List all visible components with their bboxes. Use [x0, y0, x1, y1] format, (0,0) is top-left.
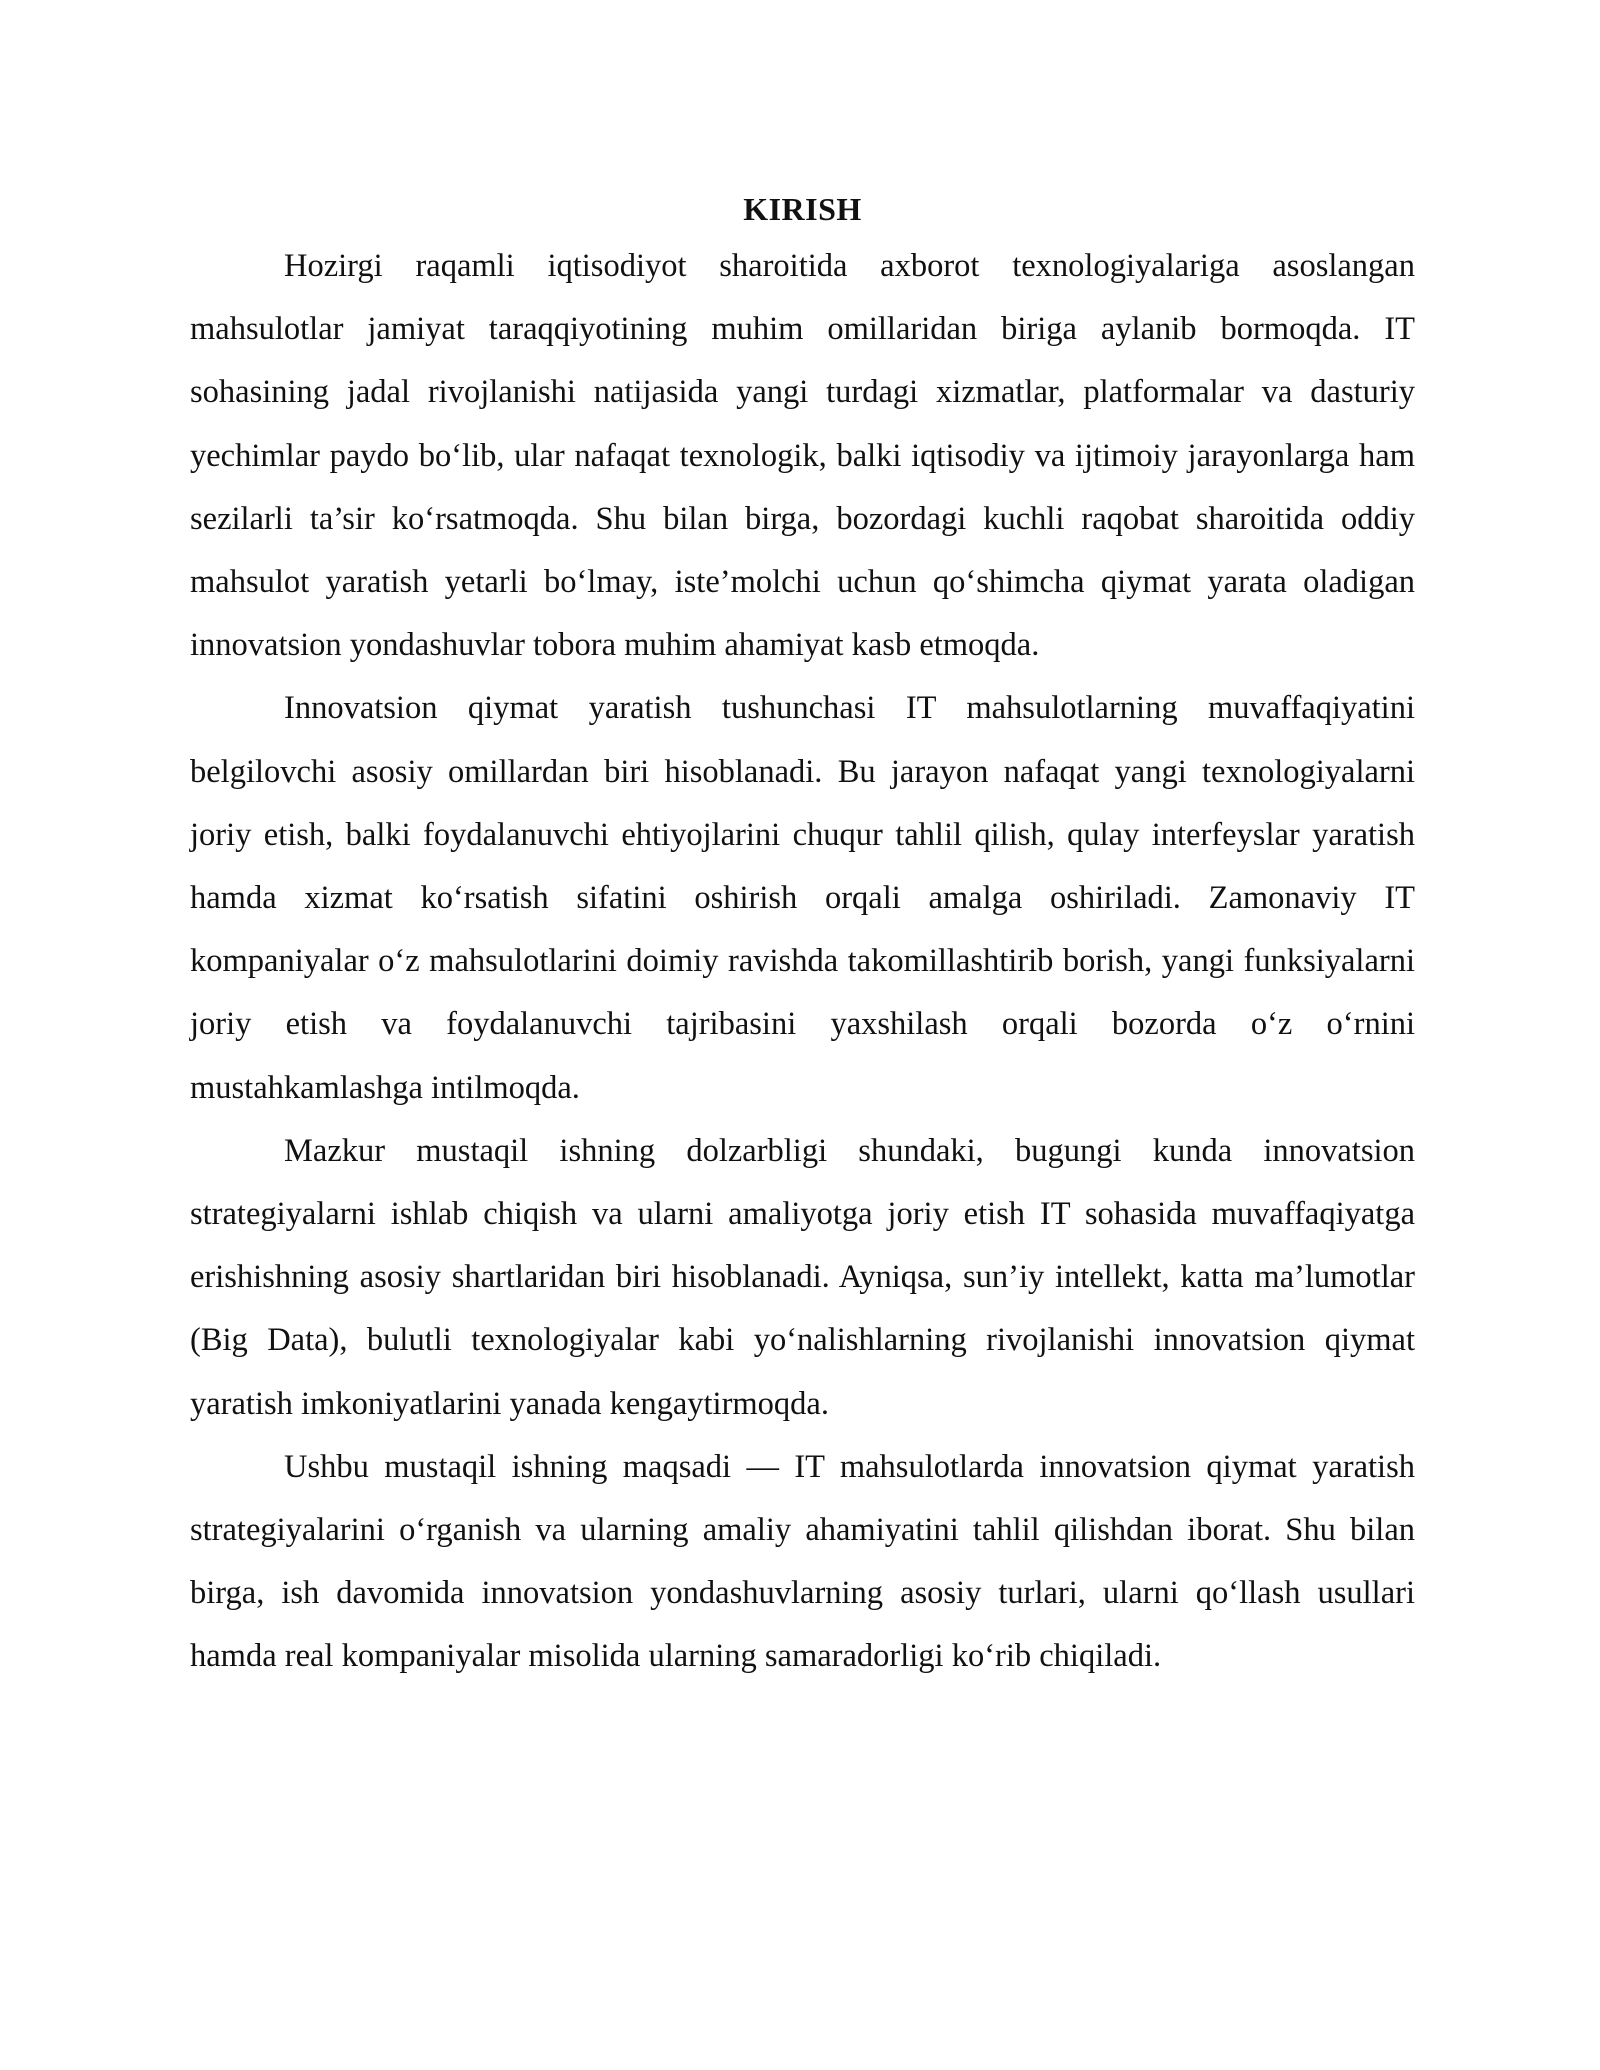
paragraph-relevance: Mazkur mustaqil ishning dolzarbligi shundaki, bugungi kunda innovatsion strategiyalarni ishlab chiqish va ularni amaliyotga joriy etish IT sohasida muvaffaqiyatga erishishning asosiy shartlaridan biri hisoblanadi. Ayniqsa, sun’iy intellekt, katta ma’lumotlar (Big Data), bulutli texnologiyalar kabi yo‘nalishlarning rivojlanishi innovatsion qiymat yaratish imkoniyatlarini yanada kengaytirmoqda. [190, 1132, 1415, 1422]
paragraph-goal: Ushbu mustaqil ishning maqsadi — IT mahsulotlarda innovatsion qiymat yaratish strategiyalarini o‘rganish va ularning amaliy ahamiyatini tahlil qilishdan iborat. Shu bilan birga, ish davomida innovatsion yondashuvlarning asosiy turlari, ularni qo‘llash usullari hamda real kompaniyalar misolida ularning samaradorligi ko‘rib chiqiladi. [190, 1448, 1415, 1675]
paragraph-introduction: Hozirgi raqamli iqtisodiyot sharoitida axborot texnologiyalariga asoslangan mahsulotlar jamiyat taraqqiyotining muhim omillaridan biriga aylanib bormoqda. IT sohasining jadal rivojlanishi natijasida yangi turdagi xizmatlar, platformalar va dasturiy yechimlar paydo bo‘lib, ular nafaqat texnologik, balki iqtisodiy va ijtimoiy jarayonlarga ham sezilarli ta’sir ko‘rsatmoqda. Shu bilan birga, bozordagi kuchli raqobat sharoitida oddiy mahsulot yaratish yetarli bo‘lmay, iste’molchi uchun qo‘shimcha qiymat yarata oladigan innovatsion yondashuvlar tobora muhim ahamiyat kasb etmoqda. [190, 248, 1415, 664]
document-body [190, 183, 1415, 1689]
page-title: KIRISH [743, 191, 862, 227]
paragraph-innovation-value: Innovatsion qiymat yaratish tushunchasi IT mahsulotlarning muvaffaqiyatini belgilovchi asosiy omillardan biri hisoblanadi. Bu jarayon nafaqat yangi texnologiyalarni joriy etish, balki foydalanuvchi ehtiyojlarini chuqur tahlil qilish, qulay interfeyslar yaratish hamda xizmat ko‘rsatish sifatini oshirish orqali amalga oshiriladi. Zamonaviy IT kompaniyalar o‘z mahsulotlarini doimiy ravishda takomillashtirib borish, yangi funksiyalarni joriy etish va foydalanuvchi tajribasini yaxshilash orqali bozorda o‘z o‘rnini mustahkamlashga intilmoqda. [190, 690, 1415, 1106]
